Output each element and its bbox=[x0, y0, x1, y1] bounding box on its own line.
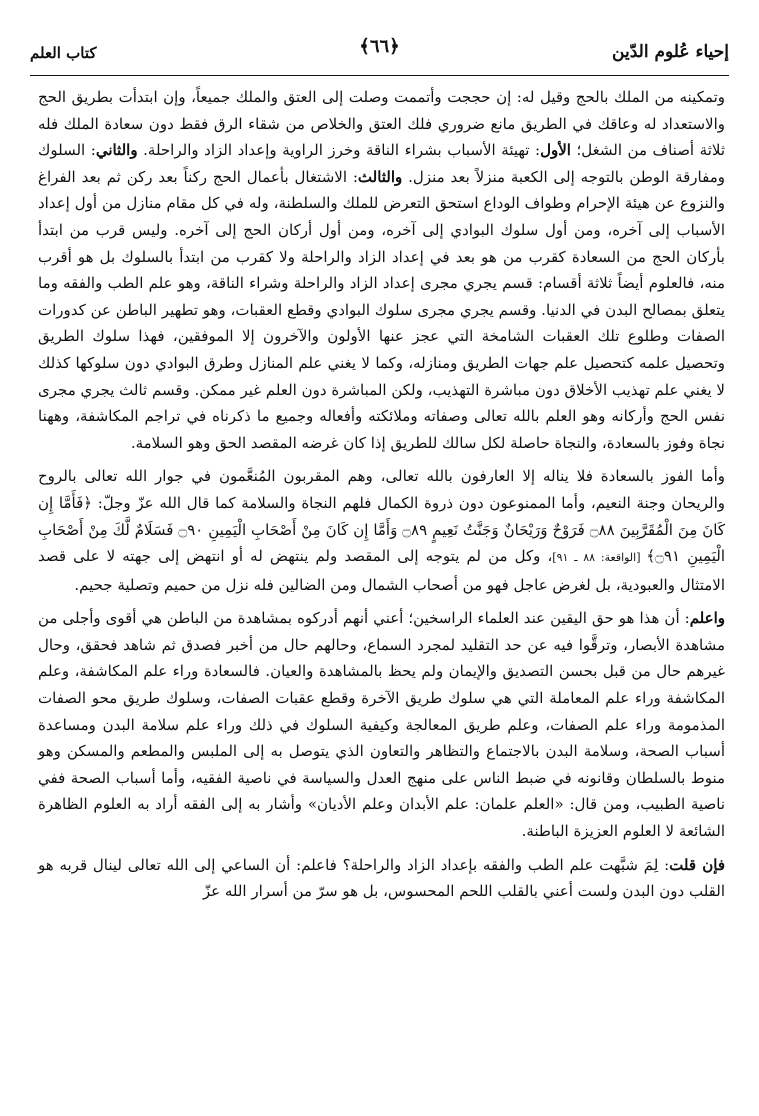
page-header bbox=[30, 36, 729, 76]
text-run: : لِمَ شبَّهت علم الطب والفقه بإعداد الزاد والراحلة؟ فاعلم: أن الساعي إلى الله تعالى لينال قربه هو القلب دون البدن ولست أعني بالقلب اللحم المحسوس، بل هو سرّ من أسرار الله عزّ bbox=[38, 855, 725, 901]
paragraph bbox=[38, 852, 725, 905]
paragraph bbox=[38, 605, 725, 844]
quran-quote: ﴿فَأَمَّا إِن كَانَ مِنَ الْمُقَرَّبِينَ ۝٨٨ فَرَوْحٌ وَرَيْحَانٌ وَجَنَّتُ نَعِيمٍ ۝٨٩ وَأَمَّا إِن كَانَ مِنْ أَصْحَابِ الْيَمِينِ ۝٩٠ فَسَلَامٌ لَّكَ مِنْ أَصْحَابِ الْيَمِينِ ۝٩١﴾ bbox=[38, 493, 725, 566]
body-text bbox=[38, 84, 725, 912]
keyword: والثاني bbox=[95, 141, 138, 160]
paragraph bbox=[38, 463, 725, 598]
text-run: : الاشتغال بأعمال الحج ركناً بعد ركن ثم بعد الفراغ والنزوع عن هيئة الإحرام وطواف الوداع استحق التعرض للملك والسلطنة، وله في كل مقام منازل من أول إعداد الأسباب إلى آخره، ومن أول سلوك البوادي إلى آخره، ومن أول أركان الحج إلى آخره. وليس قرب من ابتدأ بأركان الحج من السعادة كقرب من هو بعد في إعداد الزاد والراحلة ولا كقرب من ابتدأ بالسلوك بل هو أقرب منه، فالعلوم أيضاً ثلاثة أقسام: قسم يجري مجرى إعداد الزاد والراحلة وشراء الناقة، وهو علم الطب والفقه وما يتعلق بمصالح البدن في الدنيا. وقسم يجري مجرى سلوك البوادي وقطع العقبات، وهو تطهير الباطن عن كدورات الصفات وطلوع تلك العقبات الشامخة التي عجز عنها الأولون والآخرون إلا الموفقين، فهذا سلوك الطريق وتحصيل علمه كتحصيل علم جهات الطريق ومنازله، وكما لا يغني علم المنازل وطرق البوادي دون سلوكها كذلك لا يغني علم تهذيب الأخلاق دون مباشرة التهذيب، ولكن المباشرة دون العلم غير ممكن. وقسم ثالث يجري مجرى نفس الحج وأركانه وهو العلم بالله تعالى وصفاته وملائكته وأفعاله وجميع ما ذكرناه في تراجم المكاشفة، وههنا نجاة وفوز بالسعادة، والنجاة حاصلة لكل سالك للطريق إذا كان غرضه المقصد الحق وهو السلامة. bbox=[38, 167, 725, 452]
keyword: والثالث bbox=[357, 167, 403, 186]
paragraph bbox=[38, 84, 725, 456]
keyword: واعلم bbox=[689, 609, 725, 628]
book-title: إحياء عُلوم الدّين bbox=[612, 42, 729, 62]
keyword: الأول bbox=[540, 141, 571, 160]
chapter-title: كتاب العلم bbox=[30, 44, 97, 62]
text-run: : السلوك ومفارقة الوطن بالتوجه إلى الكعبة منزلاً بعد منزل. bbox=[38, 141, 725, 186]
text-run: : تهيئة الأسباب بشراء الناقة وخرز الراوية وإعداد الزاد والراحلة. bbox=[137, 141, 541, 160]
page-number: ﴿٦٦﴾ bbox=[359, 36, 400, 57]
text-run: ، وكل من لم يتوجه إلى المقصد ولم ينتهض له أو انتهض إلى جهته لا على قصد الامتثال والعبودية، بل لغرض عاجل فهو من أصحاب الشمال ومن الضالين فله نزل من حميم وتصلية جحيم. bbox=[38, 547, 725, 594]
header-rule bbox=[30, 75, 729, 76]
text-run: : أن هذا هو حق اليقين عند العلماء الراسخين؛ أعني أنهم أدركوه بمشاهدة من الباطن هي أقوى وأجلى من مشاهدة الأبصار، وترقَّوا فيه عن حد التقليد لمجرد السماع، وحالهم حال من أخبر فصدق ثم شاهد فحقق، وحال غيرهم حال من قبل بحسن التصديق والإيمان ولم يحظ بالمشاهدة والعيان. فالسعادة وراء علم المكاشفة، وعلم المكاشفة وراء علم المعاملة التي هي سلوك طريق الآخرة وقطع عقبات الصفات، وسلوك طريق محو الصفات المذمومة وراء علم الصفات، وعلم طريق المعالجة وكيفية السلوك في ذلك وراء علم سلامة البدن ومساعدة أسباب الصحة، وسلامة البدن بالاجتماع والتظاهر والتعاون الذي يتوصل به إلى الملبس والمطعم والمسكن وهو منوط بالسلطان وقانونه في ضبط الناس على منهج العدل والسياسة في ناصية الفقيه، وأما أسباب الصحة ففي ناصية الطبيب، ومن قال: «العلم علمان: علم الأبدان وعلم الأديان» وأشار به إلى الفقه أراد به العلوم الظاهرة الشائعة لا العلوم العزيزة الباطنة. bbox=[38, 609, 725, 841]
keyword: فإن قلت bbox=[669, 855, 725, 874]
quran-reference: [الواقعة: ٨٨ ـ ٩١] bbox=[552, 551, 647, 565]
text-run: وأما الفوز بالسعادة فلا يناله إلا العارفون بالله تعالى، وهم المقربون المُنعَّمون في جوار الله تعالى بالروح والريحان وجنة النعيم، وأما الممنوعون دون ذروة الكمال فلهم النجاة والسلامة كما قال الله عزّ وجلّ: bbox=[38, 467, 725, 512]
text-run: وتمكينه من الملك بالحج وقيل له: إن حججت وأتممت وصلت إلى العتق والملك جميعاً، وإن ابتدأت بطريق الحج والاستعداد له وعاقك في الطريق مانع ضروري فلك العتق والخلاص من شقاء الرق فقط دون سعادة الملك فله ثلاثة أصناف من الشغل؛ bbox=[38, 88, 725, 160]
